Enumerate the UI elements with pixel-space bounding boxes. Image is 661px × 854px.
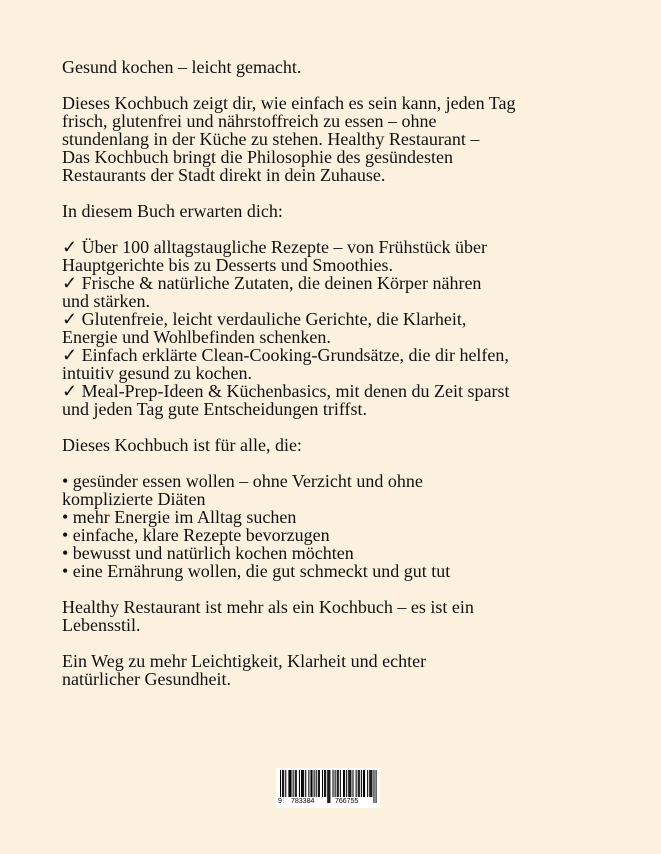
list-item-line: Hauptgerichte bis zu Desserts und Smoothies. (62, 255, 393, 275)
barcode-bar (338, 770, 339, 797)
barcode-digits (276, 797, 380, 807)
barcode-bar (301, 770, 302, 797)
barcode-bar (325, 770, 326, 797)
list-item-line: ✓ Meal-Prep-Ideen & Küchenbasics, mit denen du Zeit sparst (62, 381, 510, 401)
barcode-bar (369, 770, 370, 797)
barcode-bar (293, 770, 294, 797)
barcode-bar (312, 770, 313, 797)
barcode-bar (363, 770, 364, 797)
barcode-bar (343, 770, 344, 797)
barcode-bar (296, 770, 297, 797)
closing-way (62, 652, 582, 688)
audience-heading-block (62, 436, 582, 454)
barcode-bar (352, 770, 353, 797)
intro-line: frisch, glutenfrei und nährstoffreich zu essen – ohne (62, 111, 437, 131)
barcode-lead-digit: 9 (278, 798, 282, 805)
barcode-bar (361, 770, 362, 797)
expect-heading-block (62, 202, 582, 220)
list-item-line: ✓ Einfach erklärte Clean-Cooking-Grundsätze, die dir helfen, (62, 345, 509, 365)
closing-line: Lebensstil. (62, 615, 141, 635)
intro-headline-block (62, 58, 582, 76)
list-item-line: ✓ Glutenfreie, leicht verdauliche Gerichte, die Klarheit, (62, 309, 467, 329)
audience-list (62, 472, 582, 580)
list-item (62, 238, 582, 274)
barcode-bar (318, 770, 319, 797)
audience-heading: Dieses Kochbuch ist für alle, die: (62, 435, 302, 455)
barcode-bar (295, 770, 296, 797)
list-item-line: • mehr Energie im Alltag suchen (62, 507, 297, 527)
barcode-bar (288, 770, 289, 797)
barcode-bar (291, 770, 292, 797)
barcode-bar (335, 770, 336, 797)
barcode-bar (314, 770, 315, 797)
list-item-line: und stärken. (62, 291, 150, 311)
expect-heading: In diesem Buch erwarten dich: (62, 201, 283, 221)
closing-line: Healthy Restaurant ist mehr als ein Kochbuch – es ist ein (62, 597, 474, 617)
barcode-bar (333, 770, 334, 797)
barcode-bar (303, 770, 304, 797)
barcode-bar (337, 770, 338, 797)
intro-line: Restaurants der Stadt direkt in dein Zuhause. (62, 165, 386, 185)
barcode-bar (299, 770, 300, 797)
intro-line: Dieses Kochbuch zeigt dir, wie einfach es sein kann, jeden Tag (62, 93, 516, 113)
list-item-line: intuitiv gesund zu kochen. (62, 363, 252, 383)
barcode-bar (285, 770, 286, 797)
list-item-line: ✓ Frische & natürliche Zutaten, die deinen Körper nähren (62, 273, 482, 293)
barcode-right-digits: 766755 (335, 798, 359, 805)
barcode-bar (319, 770, 320, 797)
closing-line: natürlicher Gesundheit. (62, 669, 231, 689)
intro-line: stundenlang in der Küche zu stehen. Healthy Restaurant – (62, 129, 480, 149)
barcode-bar (356, 770, 357, 797)
barcode-bar (289, 770, 290, 797)
isbn-barcode (276, 768, 380, 808)
barcode-bar (310, 770, 311, 797)
barcode-bar (322, 770, 323, 797)
list-item-line: • bewusst und natürlich kochen möchten (62, 543, 354, 563)
list-item-line: • eine Ernährung wollen, die gut schmeckt und gut tut (62, 561, 451, 581)
closing-lifestyle (62, 598, 582, 634)
cover-text (62, 58, 582, 706)
list-item (62, 562, 582, 580)
barcode-bar (340, 770, 341, 797)
barcode-bar (305, 770, 306, 797)
list-item-line: komplizierte Diäten (62, 489, 206, 509)
barcode-bar (370, 770, 371, 797)
list-item (62, 472, 582, 508)
barcode-bar (302, 770, 303, 797)
list-item (62, 526, 582, 544)
barcode-bar (348, 770, 349, 797)
barcode-bar (346, 770, 347, 797)
barcode-bar (359, 770, 360, 797)
list-item (62, 508, 582, 526)
list-item (62, 346, 582, 382)
barcode-bar (367, 770, 368, 797)
list-item-line: und jeden Tag gute Entscheidungen triffst. (62, 399, 368, 419)
closing-line: Ein Weg zu mehr Leichtigkeit, Klarheit und echter (62, 651, 427, 671)
barcode-bar (316, 770, 317, 797)
barcode-bar (308, 770, 309, 797)
list-item-line: ✓ Über 100 alltagstaugliche Rezepte – von Frühstück über (62, 237, 487, 257)
list-item (62, 310, 582, 346)
list-item-line: Energie und Wohlbefinden schenken. (62, 327, 331, 347)
intro-line: Das Kochbuch bringt die Philosophie des gesündesten (62, 147, 453, 167)
barcode-bar (371, 770, 372, 797)
barcode-bar (283, 770, 284, 797)
expect-list (62, 238, 582, 418)
barcode-bar (350, 770, 351, 797)
intro-headline: Gesund kochen – leicht gemacht. (62, 57, 302, 77)
intro-paragraph (62, 94, 582, 184)
barcode-bar (344, 770, 345, 797)
list-item (62, 382, 582, 418)
barcode-bar (364, 770, 365, 797)
list-item (62, 544, 582, 562)
list-item (62, 274, 582, 310)
list-item-line: • gesünder essen wollen – ohne Verzicht und ohne (62, 471, 423, 491)
list-item-line: • einfache, klare Rezepte bevorzugen (62, 525, 330, 545)
barcode-bar (324, 770, 325, 797)
barcode-bar (349, 770, 350, 797)
barcode-left-digits: 783384 (291, 798, 315, 805)
barcode-bar (358, 770, 359, 797)
